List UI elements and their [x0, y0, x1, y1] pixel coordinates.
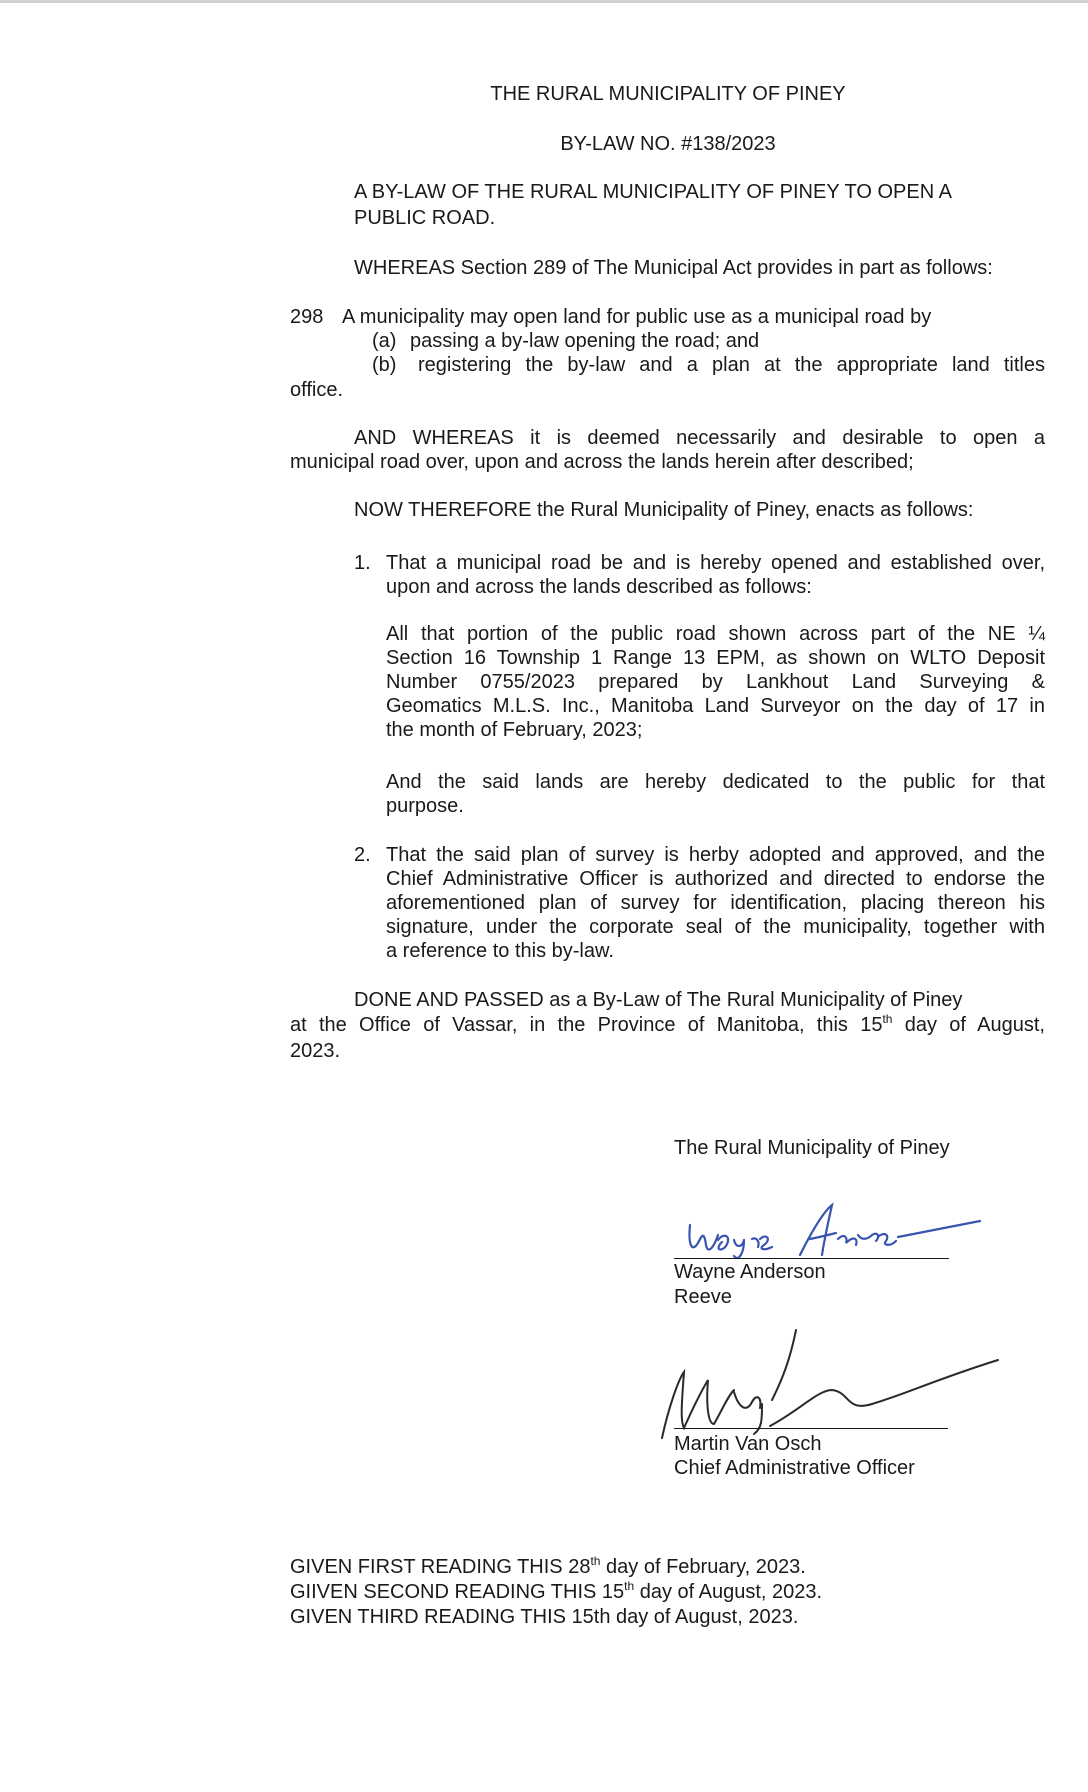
done-passed-line1: DONE AND PASSED as a By-Law of The Rural Municipality of Piney	[354, 989, 963, 1011]
item-a-text: passing a by-law opening the road; and	[410, 330, 760, 352]
clause-1-line2: upon and across the lands described as follows:	[386, 576, 812, 598]
now-therefore: NOW THEREFORE the Rural Municipality of Piney, enacts as follows:	[354, 499, 974, 521]
second-reading-text-b: day of August, 2023.	[634, 1581, 823, 1603]
land-description-line3: Number 0755/2023 prepared by Lankhout Land Surveying &	[386, 671, 1045, 693]
ordinal-suffix: th	[624, 1579, 635, 1593]
reeve-signature-line	[674, 1258, 949, 1259]
second-reading	[290, 1580, 822, 1604]
scan-edge	[0, 0, 1088, 3]
municipality-title: THE RURAL MUNICIPALITY OF PINEY	[490, 83, 846, 105]
cao-name: Martin Van Osch	[674, 1433, 822, 1455]
bylaw-purpose-line2: PUBLIC ROAD.	[354, 207, 496, 229]
reeve-name: Wayne Anderson	[674, 1261, 826, 1283]
item-a-marker: (a)	[372, 330, 397, 352]
section-text: A municipality may open land for public use as a municipal road by	[342, 306, 932, 328]
bylaw-number: BY-LAW NO. #138/2023	[560, 133, 776, 155]
land-description-line2: Section 16 Township 1 Range 13 EPM, as shown on WLTO Deposit	[386, 647, 1045, 669]
clause-2-number: 2.	[354, 844, 371, 866]
first-reading	[290, 1555, 806, 1579]
clause-2-line5: a reference to this by-law.	[386, 940, 614, 962]
dedication-line1: And the said lands are hereby dedicated to the public for that	[386, 771, 1045, 793]
bylaw-purpose-line1: A BY-LAW OF THE RURAL MUNICIPALITY OF PINEY TO OPEN A	[354, 181, 952, 203]
land-description-line1: All that portion of the public road shown across part of the NE ¼	[386, 623, 1045, 645]
ordinal-suffix: th	[590, 1554, 601, 1568]
land-description-line5: the month of February, 2023;	[386, 719, 643, 741]
cao-signature-line	[674, 1428, 948, 1429]
clause-2-line1: That the said plan of survey is herby adopted and approved, and the	[386, 844, 1045, 866]
third-reading: GIVEN THIRD READING THIS 15th day of August, 2023.	[290, 1606, 799, 1628]
clause-1-line1: That a municipal road be and is hereby opened and established over,	[386, 552, 1045, 574]
whereas-necessary-line1: AND WHEREAS it is deemed necessarily and desirable to open a	[354, 427, 1045, 449]
whereas-necessary-line2: municipal road over, upon and across the lands herein after described;	[290, 451, 914, 473]
first-reading-text-a: GIVEN FIRST READING THIS 28	[290, 1556, 591, 1578]
dedication-line2: purpose.	[386, 795, 464, 817]
clause-1-number: 1.	[354, 552, 371, 574]
done-passed-text-a: at the Office of Vassar, in the Province of Manitoba, this 15	[290, 1014, 883, 1036]
clause-2-line2: Chief Administrative Officer is authorized and directed to endorse the	[386, 868, 1045, 890]
done-passed-text-b: day of August,	[892, 1014, 1045, 1036]
done-passed-line2	[290, 1013, 1045, 1037]
cao-title: Chief Administrative Officer	[674, 1457, 915, 1479]
clause-2-line4: signature, under the corporate seal of the municipality, together with	[386, 916, 1045, 938]
item-b-text: registering the by-law and a plan at the appropriate land titles	[418, 354, 1045, 376]
land-description-line4: Geomatics M.L.S. Inc., Manitoba Land Surveyor on the day of 17 in	[386, 695, 1045, 717]
ordinal-suffix: th	[882, 1012, 893, 1026]
item-b-marker: (b)	[372, 354, 397, 376]
clause-2-line3: aforementioned plan of survey for identification, placing thereon his	[386, 892, 1045, 914]
second-reading-text-a: GIIVEN SECOND READING THIS 15	[290, 1581, 625, 1603]
section-number: 298	[290, 306, 324, 328]
item-b-continuation: office.	[290, 379, 343, 401]
reeve-title: Reeve	[674, 1286, 732, 1308]
signing-entity: The Rural Municipality of Piney	[674, 1137, 950, 1159]
done-passed-line3: 2023.	[290, 1040, 341, 1062]
first-reading-text-b: day of February, 2023.	[600, 1556, 806, 1578]
whereas-section-289: WHEREAS Section 289 of The Municipal Act provides in part as follows:	[354, 257, 993, 279]
